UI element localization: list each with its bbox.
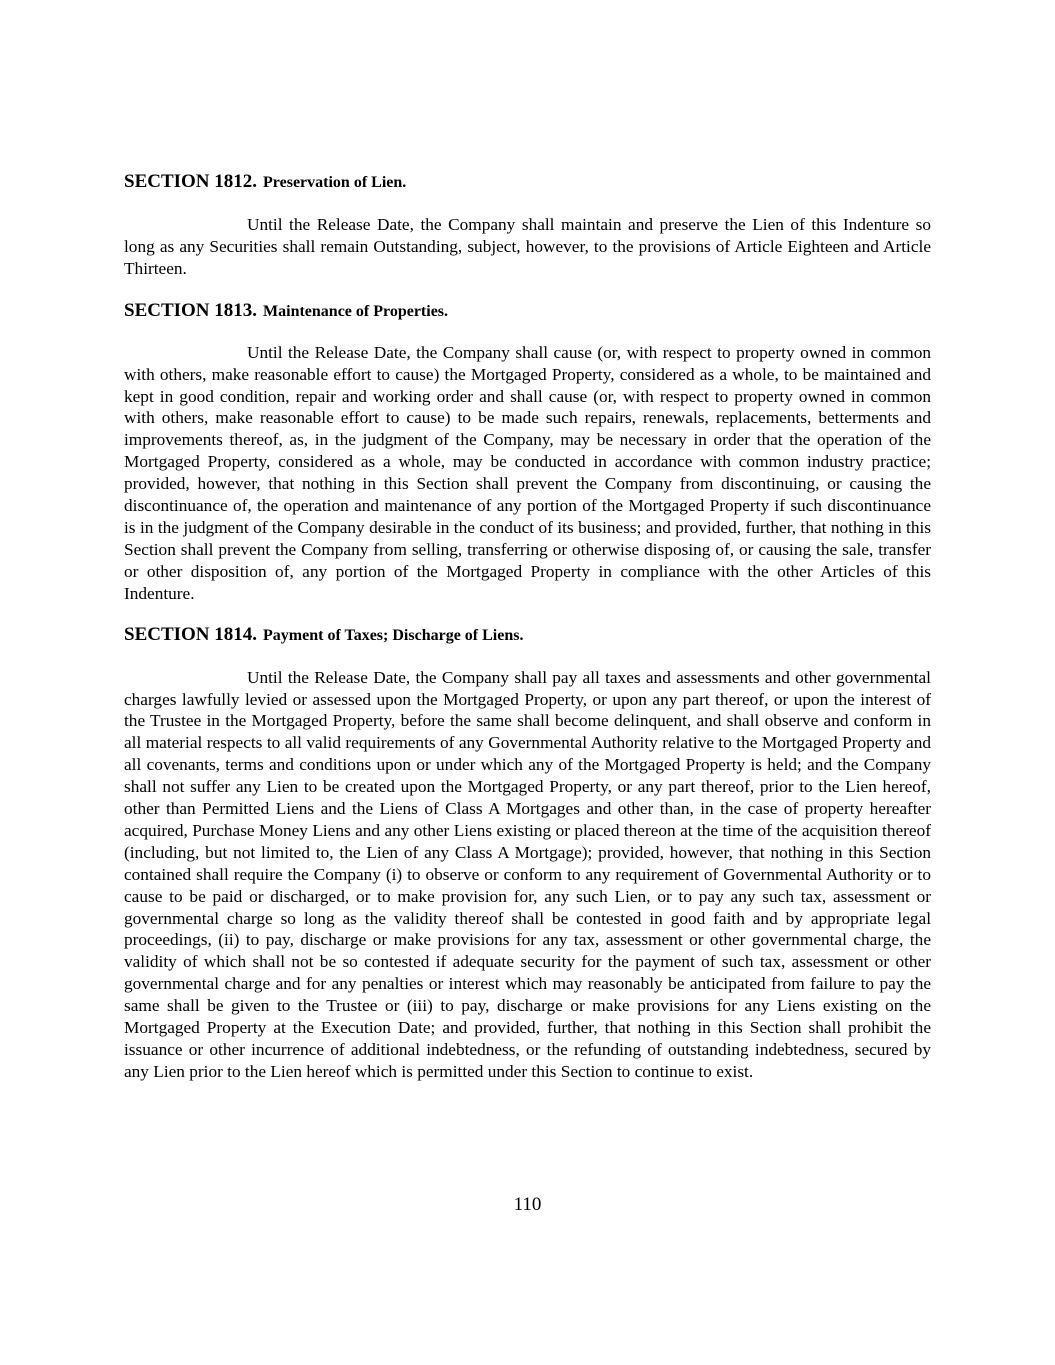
document-page [124,170,931,1083]
section-number: SECTION 1812. [124,171,258,192]
section-1812-body: Until the Release Date, the Company shall maintain and preserve the Lien of this Indenture so long as any Securities shall remain Outstanding, subject, however, to the provisions of Article Eighteen and Article Thirteen. [124,215,931,278]
page-number: 110 [513,1194,542,1215]
section-number: SECTION 1813. [124,299,258,321]
section-title: Payment of Taxes; Discharge of Liens. [263,626,524,644]
section-1813-body: Until the Release Date, the Company shall cause (or, with respect to property owned in common with others, make reasonable effort to cause) the Mortgaged Property, considered as a whole, to be maintained and kept in good condition, repair and working order and shall cause (or, with respect to property owned in common with others, make reasonable effort to cause) to be made such repairs, renewals, replacements, betterments and improvements thereof, as, in the judgment of the Company, may be necessary in order that the operation of the Mortgaged Property, considered as a whole, may be conducted in accordance with common industry practice; provided, however, that nothing in this Section shall prevent the Company from discontinuing, or causing the discontinuance of, the operation and maintenance of any portion of the Mortgaged Property if such discontinuance is in the judgment of the Company desirable in the conduct of its business; and provided, further, that nothing in this Section shall prevent the Company from selling, transferring or otherwise disposing of, or causing the sale, transfer or other disposition of, any portion of the Mortgaged Property in compliance with the other Articles of this Indenture. [124,342,931,603]
section-1813-heading [124,299,931,324]
section-1814-body: Until the Release Date, the Company shall pay all taxes and assessments and other governmental charges lawfully levied or assessed upon the Mortgaged Property, or upon any part thereof, or upon the interest of the Trustee in the Mortgaged Property, before the same shall become delinquent, and shall observe and conform in all material respects to all valid requirements of any Governmental Authority relative to the Mortgaged Property and all covenants, terms and conditions upon or under which any of the Mortgaged Property is held; and the Company shall not suffer any Lien to be created upon the Mortgaged Property, or any part thereof, prior to the Lien hereof, other than Permitted Liens and the Liens of Class A Mortgages and other than, in the case of property hereafter acquired, Purchase Money Liens and any other Liens existing or placed thereon at the time of the acquisition thereof (including, but not limited to, the Lien of any Class A Mortgage); provided, however, that nothing in this Section contained shall require the Company (i) to observe or conform to any requirement of Governmental Authority or to cause to be paid or discharged, or to make provision for, any such Lien, or to pay any such tax, assessment or governmental charge so long as the validity thereof shall be contested in good faith and by appropriate legal proceedings, (ii) to pay, discharge or make provisions for any tax, assessment or other governmental charge, the validity of which shall not be so contested if adequate security for the payment of such tax, assessment or other governmental charge and for any penalties or interest which may reasonably be anticipated from failure to pay the same shall be given to the Trustee or (iii) to pay, discharge or make provisions for any Liens existing on the Mortgaged Property at the Execution Date; and provided, further, that nothing in this Section shall prohibit the issuance or other incurrence of additional indebtedness, or the refunding of outstanding indebtedness, secured by any Lien prior to the Lien hereof which is permitted under this Section to continue to exist. [124,667,931,1081]
section-number: SECTION 1814. [124,623,258,645]
section-1814-heading [124,623,931,648]
section-1812-heading [124,170,931,195]
section-title: Maintenance of Properties. [263,302,449,320]
section-title: Preservation of Lien. [263,174,407,191]
